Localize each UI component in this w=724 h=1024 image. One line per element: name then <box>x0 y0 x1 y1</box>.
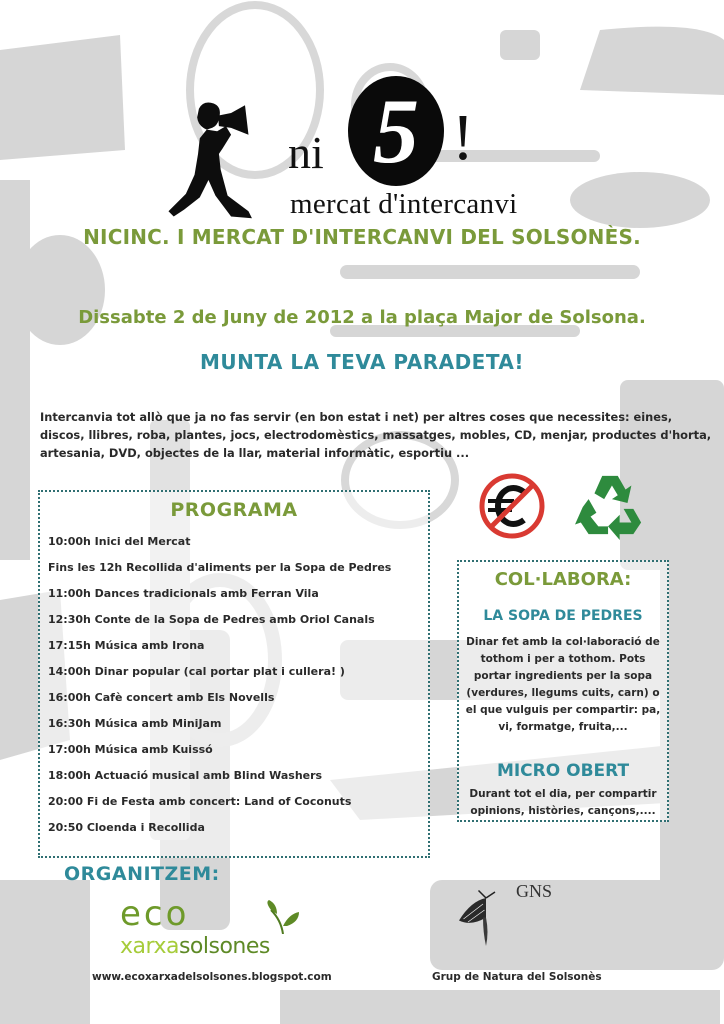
program-item: 17:00h Música amb Kuissó <box>48 743 213 756</box>
program-item: 18:00h Actuació musical amb Blind Washers <box>48 769 323 782</box>
leaf-icon <box>265 900 301 934</box>
program-item: 20:50 Cloenda i Recollida <box>48 821 205 834</box>
eco-logo-top: eco <box>120 894 190 934</box>
sopa-description: Dinar fet amb la col·laboració de tothom i per a tothom. Pots portar ingredients per la sopa (verdures, llegums cuits, carn) o el que vulguis per compartir: pa, vi, formatge, fruita,... <box>465 636 661 733</box>
collaborate-title: COL·LABORA: <box>494 569 632 590</box>
organizers-title: ORGANITZEM: <box>64 863 220 885</box>
micro-description: Durant tot el dia, per compartir opinions, històries, cançons,.... <box>469 788 657 817</box>
collaborate-panel <box>457 560 669 822</box>
program-item: 12:30h Conte de la Sopa de Pedres amb Oriol Canals <box>48 613 375 626</box>
logo-tagline: mercat d'intercanvi <box>290 188 518 220</box>
megaphone-person-silhouette <box>160 100 290 220</box>
sopa-title: LA SOPA DE PEDRES <box>483 608 643 624</box>
micro-title: MICRO OBERT <box>496 761 630 781</box>
eco-logo-bottom <box>120 934 270 960</box>
logo-suffix: ! <box>452 101 474 174</box>
program-item: 16:30h Música amb MiniJam <box>48 717 222 730</box>
program-title: PROGRAMA <box>170 499 298 521</box>
gns-name: Grup de Natura del Solsonès <box>432 971 602 983</box>
program-list <box>48 534 391 846</box>
logo-number-circle: 5 <box>348 76 444 186</box>
no-euro-icon <box>478 472 546 540</box>
program-item: 10:00h Inici del Mercat <box>48 535 191 548</box>
program-panel <box>38 490 430 858</box>
event-date: Dissabte 2 de Juny de 2012 a la plaça Major de Solsona. <box>78 307 646 328</box>
program-item: Fins les 12h Recollida d'aliments per la Sopa de Pedres <box>48 561 392 574</box>
headline: NICINC. I MERCAT D'INTERCANVI DEL SOLSONÈS. <box>83 225 641 249</box>
program-item: 17:15h Música amb Irona <box>48 639 205 652</box>
recycle-icon <box>574 470 646 540</box>
program-item: 11:00h Dances tradicionals amb Ferran Vila <box>48 587 319 600</box>
program-item: 14:00h Dinar popular (cal portar plat i cullera! ) <box>48 665 345 678</box>
eco-logo-xarxa: xarxa <box>120 934 179 959</box>
eco-logo-solsones: solsones <box>178 934 270 959</box>
ecoxarxa-url[interactable]: www.ecoxarxadelsolsones.blogspot.com <box>92 971 332 983</box>
moth-icon <box>456 882 516 956</box>
gns-letters: GNS <box>516 881 553 901</box>
program-item: 16:00h Cafè concert amb Els Novells <box>48 691 275 704</box>
call-to-action: MUNTA LA TEVA PARADETA! <box>199 350 525 374</box>
intro-paragraph: Intercanvia tot allò que ja no fas servir (en bon estat i net) per altres coses que necessites: eines, discos, llibres, roba, plantes, jocs, electrodomèstics, massatges, mobles, CD, menjar, productes d'horta, artesania, DVD, objectes de la llar, material informàtic, esportiu ... <box>40 410 712 460</box>
program-item: 20:00 Fi de Festa amb concert: Land of Coconuts <box>48 795 352 808</box>
logo-prefix: ni <box>288 127 324 178</box>
